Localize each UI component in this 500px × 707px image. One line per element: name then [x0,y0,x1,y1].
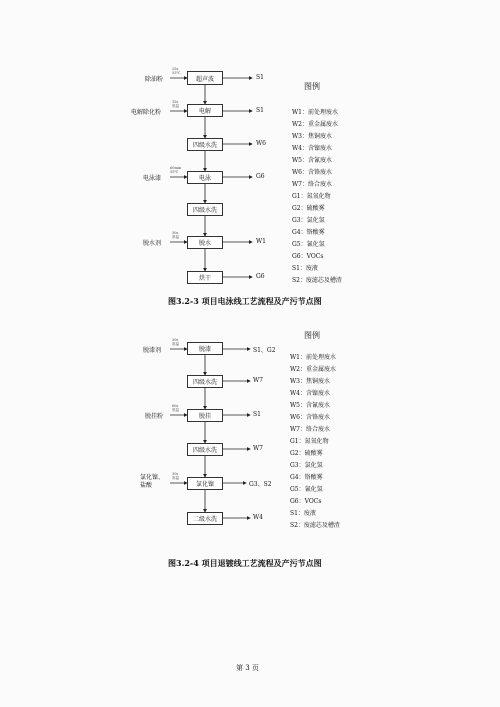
legend-item: W1：前处理废水 [292,109,338,116]
fig1-step-electrolysis: 电解 [187,104,223,117]
fig1-cond-3: 60min 55℃ [170,166,182,174]
fig2-input-strip-powder: 脱挂粉 [145,413,164,420]
fig1-output-2: S1 [256,107,264,114]
legend-item: G4：铬酸雾 [292,229,325,236]
fig2-cond-2: 60s 常温 [172,404,179,412]
legend-item: W7：络合废水 [292,181,332,188]
legend-item: G2：硫酸雾 [290,450,323,457]
fig1-output-4: G6 [256,173,265,180]
legend-item: G5：氰化氢 [290,486,323,493]
fig1-step-electrophoresis: 电泳 [187,171,223,184]
fig1-step-dewater: 脱水 [187,236,223,249]
legend-item: W6：含铬废水 [290,414,330,421]
legend-item: W6：含铬废水 [292,169,332,176]
legend-item: G6：VOCs [292,253,324,260]
fig1-output-3: W6 [256,140,266,147]
legend-item: W5：含氰废水 [290,402,330,409]
legend-item: S2：废滤芯及槽渣 [290,522,340,529]
fig1-input-electrolysis: 电解除化粉 [131,109,162,116]
fig2-step-rinse-3: 二级水洗 [187,512,223,525]
fig2-output-3: S1 [253,411,261,418]
fig1-cond-2: 15s 常温 [172,100,179,108]
legend-item: G1：氮氧化物 [292,193,331,200]
fig1-cond-4: 30s 常温 [172,231,179,239]
fig1-step-rinse-2: 四级水洗 [187,203,223,216]
fig2-step-strip-hanger: 脱挂 [187,409,223,422]
fig2-input-nickel: 氯化镍、盐酸 [140,474,165,489]
legend-item: G3：氯化氢 [290,462,323,469]
legend-item: W1：前处理废水 [290,354,336,361]
fig2-output-5: G3、S2 [249,481,272,488]
fig2-output-4: W7 [253,445,263,452]
fig2-step-nickel-chloride: 氯化镍 [187,477,223,490]
fig1-input-dewater-agent: 脱水剂 [143,240,162,247]
fig1-input-degrease: 除油粉 [145,76,164,83]
legend-item: G5：氰化氢 [292,241,325,248]
fig2-step-rinse-1: 四级水洗 [187,375,223,388]
legend-item: S1：废液 [292,265,318,272]
legend-item: S1：废液 [290,510,316,517]
legend-item: G6：VOCs [290,498,322,505]
fig2-step-strip-paint: 脱漆 [187,342,223,355]
fig2-legend [290,352,340,532]
fig1-output-1: S1 [256,74,264,81]
fig1-input-paint: 电泳漆 [143,175,162,182]
fig1-step-ultrasonic: 超声波 [187,71,223,85]
legend-item: W5：含氰废水 [292,157,332,164]
legend-item: W3：焦铜废水 [292,133,332,140]
legend-item: S2：废滤芯及槽渣 [292,277,342,284]
legend-item: W4：含镍废水 [290,390,330,397]
page-number: 第 3 页 [236,664,259,672]
fig2-caption: 图3.2-4 项目退镀线工艺流程及产污节点图 [168,558,322,568]
fig2-cond-1: 30s 常温 [172,338,179,346]
fig2-step-rinse-2: 四级水洗 [187,443,223,456]
fig2-output-6: W4 [253,514,263,521]
fig2-output-2: W7 [253,377,263,384]
legend-item: W4：含镍废水 [292,145,332,152]
legend-item: W2：重金属废水 [290,366,336,373]
fig1-output-5: W1 [256,238,266,245]
legend-item: G2：硫酸雾 [292,205,325,212]
fig1-caption: 图3.2-3 项目电泳线工艺流程及产污节点图 [168,296,322,306]
fig1-step-dry: 烘干 [187,271,223,284]
legend-item: G4：铬酸雾 [290,474,323,481]
fig1-output-6: G6 [256,273,265,280]
legend-item: W7：络合废水 [290,426,330,433]
fig1-step-rinse-1: 四级水洗 [187,138,223,151]
fig1-cond-1: 25s 55℃ [172,67,181,75]
legend-item: G3：氯化氢 [292,217,325,224]
legend-item: W3：焦铜废水 [290,378,330,385]
fig1-legend [292,107,342,287]
fig2-legend-title: 图例 [304,331,320,340]
fig2-input-stripper: 脱漆剂 [143,347,162,354]
fig2-cond-3: 30s 常温 [172,472,179,480]
legend-item: W2：重金属废水 [292,121,338,128]
fig1-legend-title: 图例 [304,82,320,91]
fig2-output-1: S1、G2 [253,347,276,354]
legend-item: G1：氮氧化物 [290,438,329,445]
